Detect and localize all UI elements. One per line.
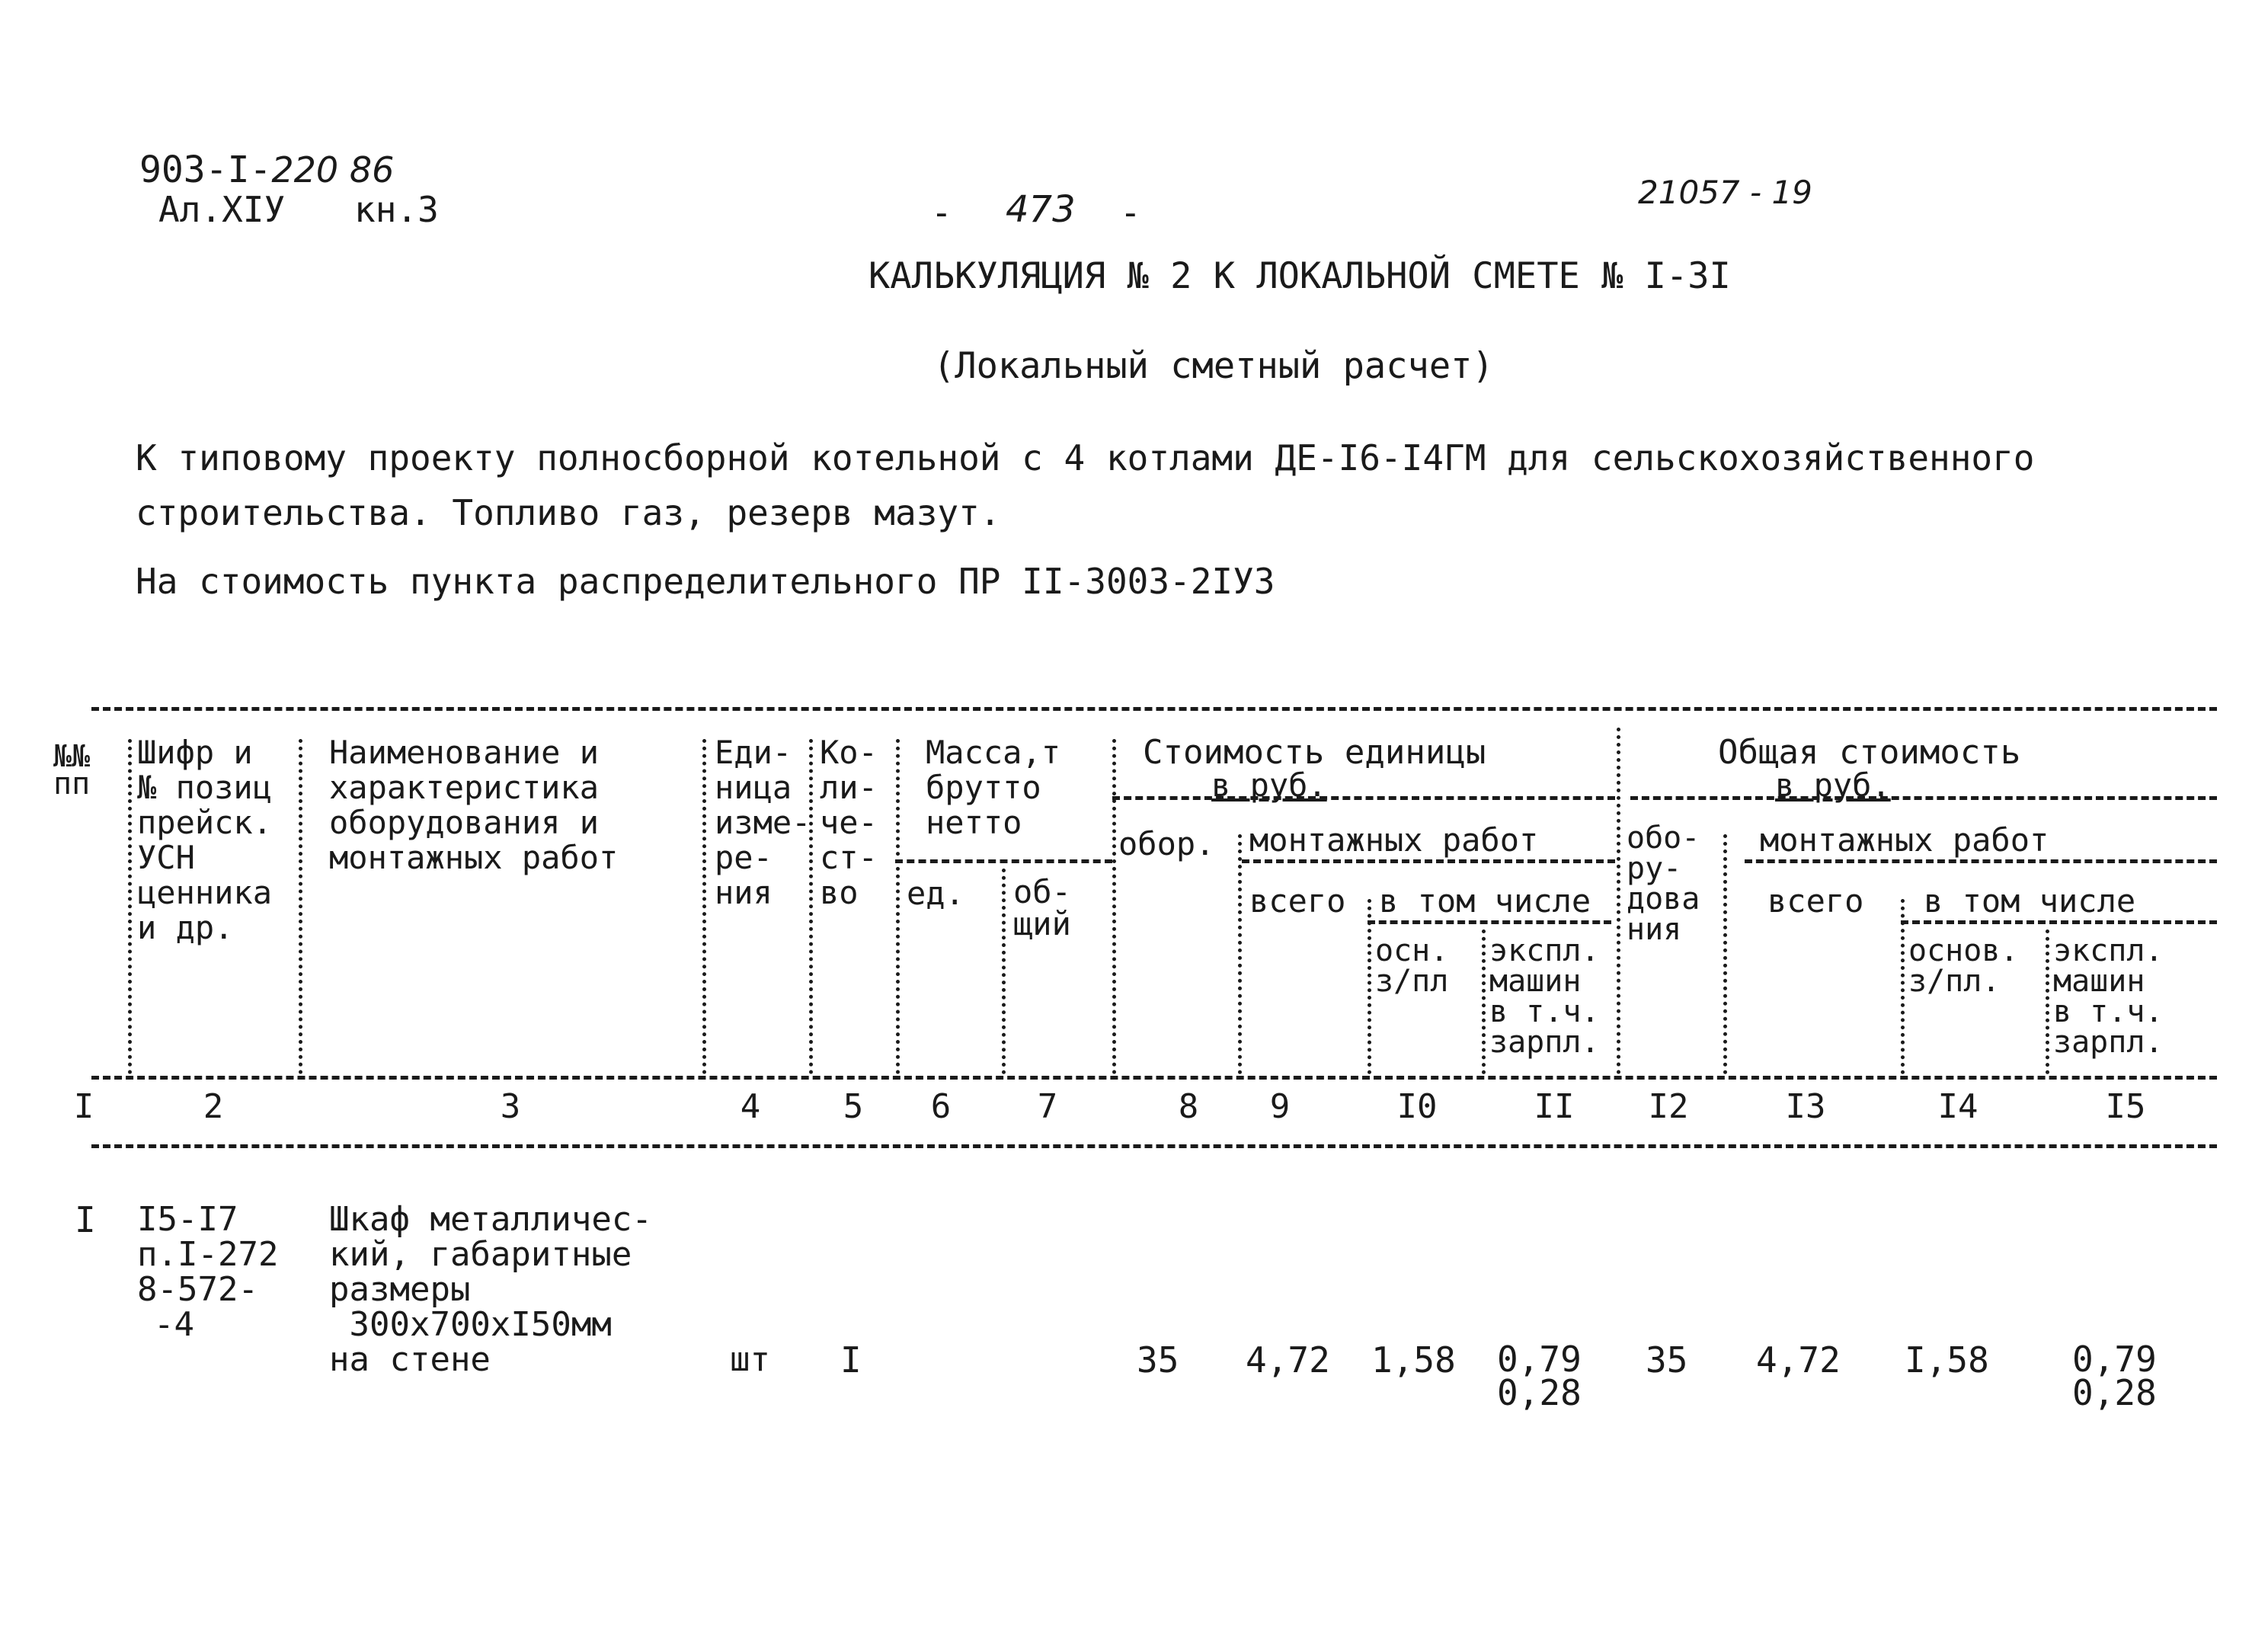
col-sep-14	[2046, 929, 2049, 1074]
colnum-2: 2	[203, 1087, 224, 1126]
row-unit: шт	[730, 1340, 770, 1379]
row-total-machines: 0,79 0,28	[2072, 1339, 2157, 1413]
header-total-incl: в том числе	[1924, 882, 2136, 920]
row-total-total: 4,72	[1756, 1339, 1841, 1381]
document-title: КАЛЬКУЛЯЦИЯ № 2 К ЛОКАЛЬНОЙ СМЕТЕ № I-3I	[868, 255, 1731, 297]
book-label: кн.3	[354, 189, 439, 230]
archive-number: 21057 - 19	[1638, 174, 1812, 211]
header-mass: Масса,т брутто нетто	[926, 734, 1061, 841]
colnum-5: 5	[843, 1087, 864, 1126]
col-sep-5	[896, 739, 900, 1074]
colnum-1: I	[73, 1087, 94, 1126]
row-code: I5-I7 п.I-272 8-572- -4	[137, 1200, 279, 1344]
page-number-dash-left: -	[931, 192, 952, 233]
header-col4: Еди- ница изме- ре- ния	[715, 734, 811, 911]
col-sep-6	[1002, 869, 1006, 1074]
page-number-dash-right: -	[1120, 192, 1141, 233]
colnum-8: 8	[1178, 1087, 1199, 1126]
header-unit-montage: монтажных работ	[1249, 821, 1539, 859]
intro-line-2: строительства. Топливо газ, резерв мазут.	[136, 492, 1001, 533]
colnum-10: I0	[1396, 1087, 1438, 1126]
col-sep-12	[1723, 834, 1727, 1074]
total-incl-underline	[1901, 920, 2217, 924]
doc-code-handwritten: 220 86	[271, 149, 395, 190]
row-total-equipment: 35	[1646, 1339, 1688, 1381]
col-sep-1	[128, 739, 132, 1074]
col-sep-7	[1112, 739, 1116, 1074]
album-label: Ал.XIУ	[158, 189, 286, 230]
header-total-equipment: обо- ру- дова ния	[1627, 821, 1700, 947]
col-sep-11	[1617, 728, 1620, 1074]
colnum-13: I3	[1785, 1087, 1826, 1126]
header-total-cost: Общая стоимость	[1718, 733, 2021, 772]
mass-split-line	[895, 859, 1112, 863]
header-unit-incl: в том числе	[1379, 882, 1591, 920]
row-name: Шкаф металличес- кий, габаритные размеры 300х700хI50мм на стене	[329, 1200, 652, 1379]
header-total-cost-rub: в руб.	[1775, 766, 1891, 804]
col-sep-13	[1901, 899, 1905, 1074]
colnum-9: 9	[1269, 1087, 1291, 1126]
row-unit-base-wage: 1,58	[1371, 1339, 1456, 1381]
colnum-15: I5	[2105, 1087, 2146, 1126]
header-col3: Наименование и характеристика оборудования и монтажных работ	[329, 734, 619, 876]
table-header-bottom-line	[91, 1076, 2217, 1080]
col-sep-3	[702, 739, 706, 1074]
colnum-7: 7	[1037, 1087, 1058, 1126]
page-number: 473	[1006, 188, 1076, 231]
header-unit-machines: экспл. машин в т.ч. зарпл.	[1489, 933, 1600, 1060]
header-col5: Ко- ли- че- ст- во	[820, 734, 878, 911]
header-col1: №№ пп	[53, 739, 91, 802]
intro-line-1: К типовому проекту полносборной котельной с 4 котлами ДЕ-I6-I4ГМ для сельскохозяйственного	[136, 437, 2035, 478]
header-unit-cost-rub: в руб.	[1211, 766, 1327, 804]
row-unit-machines: 0,79 0,28	[1497, 1339, 1582, 1413]
header-total-base-wage: основ. з/пл.	[1908, 933, 2019, 999]
header-total-machines: экспл. машин в т.ч. зарпл.	[2053, 933, 2164, 1060]
header-total-montage: монтажных работ	[1760, 821, 2049, 859]
header-unit-total: всего	[1249, 882, 1346, 920]
header-total-total: всего	[1767, 882, 1864, 920]
header-unit-equipment: обор.	[1118, 825, 1215, 862]
colnum-12: I2	[1648, 1087, 1689, 1126]
total-montage-underline	[1745, 859, 2217, 863]
total-cost-underline	[1630, 796, 2217, 800]
col-sep-9	[1368, 899, 1371, 1074]
header-unit-base-wage: осн. з/пл	[1375, 933, 1449, 999]
row-qty: I	[840, 1339, 862, 1381]
colnum-4: 4	[740, 1087, 761, 1126]
doc-code-printed: 903-I-	[139, 149, 272, 191]
row-total-base-wage: I,58	[1905, 1339, 1989, 1381]
header-col2: Шифр и № позиц прейск. УСН ценника и др.	[137, 734, 273, 946]
unit-cost-underline	[1112, 796, 1615, 800]
col-sep-8	[1238, 834, 1242, 1074]
row-unit-total: 4,72	[1246, 1339, 1330, 1381]
row-unit-equipment: 35	[1137, 1339, 1179, 1381]
document-subtitle: (Локальный сметный расчет)	[933, 345, 1494, 387]
header-mass-unit: ед.	[907, 875, 964, 912]
row-num: I	[75, 1199, 96, 1240]
col-sep-10	[1482, 929, 1486, 1074]
header-mass-total: об- щий	[1013, 873, 1071, 942]
doc-code	[139, 149, 395, 191]
table-top-line	[91, 707, 2217, 711]
colnum-3: 3	[500, 1087, 521, 1126]
header-unit-cost: Стоимость единицы	[1143, 733, 1486, 772]
colnum-11: II	[1534, 1087, 1575, 1126]
unit-montage-underline	[1242, 859, 1615, 863]
colnum-14: I4	[1937, 1087, 1979, 1126]
unit-incl-underline	[1368, 920, 1611, 924]
col-sep-2	[299, 739, 302, 1074]
table-numbers-bottom-line	[91, 1144, 2217, 1148]
colnum-6: 6	[930, 1087, 952, 1126]
intro-line-3: На стоимость пункта распределительного ПР II-3003-2IУ3	[136, 561, 1275, 602]
